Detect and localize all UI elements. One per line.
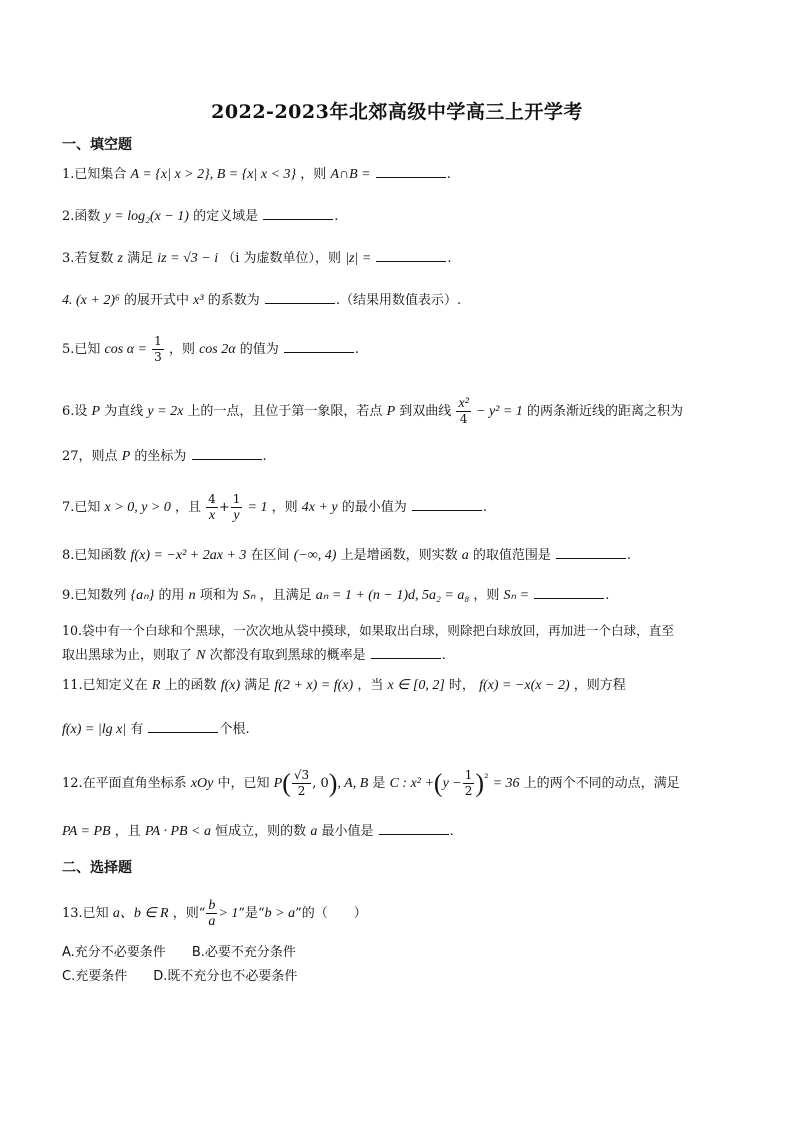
q6-text-end: 的两条渐近线的距离之积为 bbox=[526, 404, 683, 419]
q9-s2: Sₙ = bbox=[503, 588, 530, 603]
q6-p: P bbox=[91, 404, 101, 419]
q8-tail: . bbox=[627, 548, 632, 563]
q11-text-mid2: 满足 bbox=[244, 678, 271, 693]
q11-text-mid: 上的函数 bbox=[164, 678, 217, 693]
q12-half-num: 1 bbox=[464, 768, 473, 782]
q6-line: y = 2x bbox=[147, 404, 184, 419]
q5-cos2: cos 2α bbox=[199, 342, 236, 357]
q11-text-mid5: 有 bbox=[130, 722, 144, 737]
q13-text: 13.已知 bbox=[62, 906, 109, 921]
q8-answer-blank[interactable] bbox=[556, 546, 626, 559]
question-2 bbox=[62, 207, 338, 226]
q12-pa-pb: PA = PB bbox=[62, 824, 111, 839]
q12-pz: , 0 bbox=[312, 776, 329, 791]
q12-fraction-half bbox=[463, 768, 475, 799]
q11-tail: 个根. bbox=[219, 722, 250, 737]
q11-text-mid3: ，当 bbox=[357, 678, 384, 693]
question-11-cont bbox=[62, 720, 250, 739]
question-12 bbox=[62, 768, 680, 799]
question-4 bbox=[62, 291, 461, 310]
q7-frac2-den: y bbox=[233, 508, 240, 523]
q8-text: 8.已知函数 bbox=[62, 548, 127, 563]
q1-answer-blank[interactable] bbox=[376, 165, 446, 178]
question-8 bbox=[62, 546, 631, 565]
q6-p2: P bbox=[386, 404, 396, 419]
q13-option-a[interactable]: A.充分不必要条件 bbox=[62, 945, 166, 960]
q7-frac2-num: 1 bbox=[232, 492, 241, 506]
q6-cont2: 的坐标为 bbox=[134, 449, 187, 464]
page-title: 2022-2023年北郊高级中学高三上开学考 bbox=[211, 101, 583, 123]
question-3 bbox=[62, 249, 452, 268]
q13-ab: a、b ∈ R bbox=[112, 906, 169, 921]
question-11 bbox=[62, 677, 626, 695]
q11-condition: f(2 + x) = f(x) bbox=[274, 678, 354, 693]
q12-xoy: xOy bbox=[190, 776, 214, 791]
q7-condition: x > 0, y > 0 bbox=[104, 500, 171, 515]
q13-options-row-2 bbox=[62, 968, 297, 986]
q13-frac-num: b bbox=[208, 898, 216, 913]
q12-fraction-p bbox=[292, 768, 311, 799]
q8-a: a bbox=[461, 548, 469, 563]
question-5 bbox=[62, 334, 359, 365]
q12-paren-open: ( bbox=[282, 768, 291, 798]
question-13 bbox=[62, 898, 367, 929]
q12-a: a bbox=[310, 824, 318, 839]
q3-z: z bbox=[117, 251, 123, 266]
q13-option-b[interactable]: B.必要不充分条件 bbox=[191, 945, 296, 960]
q12-text-mid: 中，已知 bbox=[217, 776, 270, 791]
q12-frac-num: √3 bbox=[293, 768, 310, 782]
q11-f: f(x) bbox=[220, 678, 241, 693]
question-1 bbox=[62, 165, 451, 184]
q7-expression: 4x + y bbox=[301, 500, 338, 515]
q1-text-mid: ，则 bbox=[300, 167, 327, 182]
q4-tail: .（结果用数值表示）. bbox=[335, 293, 462, 308]
q13-option-c[interactable]: C.充要条件 bbox=[62, 969, 128, 984]
q1-sets: A = {x| x > 2}, B = {x| x < 3} bbox=[130, 167, 297, 182]
q9-sequence: {aₙ} bbox=[130, 588, 155, 603]
q7-eq: = 1 bbox=[247, 500, 268, 515]
q12-p: P bbox=[273, 776, 283, 791]
q3-answer-blank[interactable] bbox=[376, 249, 446, 262]
q6-frac-den: 4 bbox=[459, 412, 468, 426]
q11-equation: f(x) = |lg x| bbox=[62, 722, 127, 737]
q10-text-2: 次都没有取到黑球的概率是 bbox=[209, 648, 366, 663]
question-7 bbox=[62, 492, 487, 523]
q3-tail: . bbox=[447, 251, 452, 266]
q5-text-end: 的值为 bbox=[239, 342, 279, 357]
q5-tail: . bbox=[354, 342, 360, 357]
q7-text-mid: ，且 bbox=[175, 500, 202, 515]
q12-tail: . bbox=[449, 824, 454, 839]
q6-text-2: 上的一点，且位于第一象限，若点 bbox=[187, 404, 383, 419]
q7-tail: . bbox=[482, 500, 488, 515]
q8-function: f(x) = −x² + 2ax + 3 bbox=[130, 548, 247, 563]
q1-end: . bbox=[446, 167, 451, 182]
q10-answer-blank[interactable] bbox=[371, 646, 441, 659]
q12-paren-close: ) bbox=[328, 768, 338, 798]
q8-text-mid: 在区间 bbox=[250, 548, 290, 563]
q5-answer-blank[interactable] bbox=[284, 340, 354, 353]
q7-frac1-den: x bbox=[208, 508, 216, 523]
q7-text-end: 的最小值为 bbox=[341, 500, 407, 515]
q8-text-mid2: 上是增函数，则实数 bbox=[340, 548, 458, 563]
q7-plus: + bbox=[218, 500, 230, 515]
question-9 bbox=[62, 586, 609, 605]
q3-text-mid: 满足 bbox=[127, 251, 154, 266]
q11-text-mid4: 时， bbox=[448, 678, 475, 693]
q11-text: 11.已知定义在 bbox=[62, 678, 148, 693]
q7-frac1-num: 4 bbox=[208, 492, 216, 506]
q9-n: n bbox=[188, 588, 196, 603]
section-fill-in: 一、填空题 bbox=[62, 137, 132, 153]
q12-paren2-open: ( bbox=[433, 768, 443, 798]
q12-square: ² bbox=[484, 771, 489, 785]
q7-text: 7.已知 bbox=[62, 500, 101, 515]
q13-text-mid: ，则“ bbox=[172, 906, 206, 921]
q9-text-mid3: ，且满足 bbox=[259, 588, 312, 603]
section-choice: 二、选择题 bbox=[62, 860, 132, 876]
q4-binomial: 4. (x + 2)⁶ bbox=[62, 293, 120, 308]
q13-b-gt-a: b > a bbox=[264, 906, 296, 921]
q11-answer-blank[interactable] bbox=[148, 720, 218, 733]
q13-option-d[interactable]: D.既不充分也不必要条件 bbox=[153, 969, 298, 984]
q6-p3: P bbox=[121, 449, 131, 464]
q6-tail: . bbox=[262, 449, 267, 464]
q3-paren: （i 为虚数单位），则 bbox=[222, 251, 342, 266]
q3-text: 3.若复数 bbox=[62, 251, 114, 266]
q13-fraction bbox=[206, 898, 217, 929]
q10-n: N bbox=[196, 648, 206, 663]
q5-frac-den: 3 bbox=[154, 350, 162, 364]
q10-text: 取出黑球为止，则取了 bbox=[62, 648, 193, 663]
q9-text-mid2: 项和为 bbox=[199, 588, 239, 603]
q1-text: 1.已知集合 bbox=[62, 167, 127, 182]
q7-answer-blank[interactable] bbox=[412, 498, 482, 511]
q12-ab: , A, B bbox=[337, 776, 369, 791]
q7-fraction-2 bbox=[231, 492, 243, 523]
q4-text-mid: 的展开式中 bbox=[124, 293, 190, 308]
q2-tail: . bbox=[334, 209, 339, 224]
q2-text-end: 的定义域是 bbox=[193, 209, 259, 224]
q11-r: R bbox=[151, 678, 161, 693]
q9-tail: . bbox=[605, 588, 610, 603]
q13-text-end: ”的（ ） bbox=[295, 906, 367, 921]
q4-answer-blank[interactable] bbox=[265, 291, 335, 304]
q8-text-end: 的取值范围是 bbox=[472, 548, 551, 563]
q13-gt: > 1 bbox=[218, 906, 239, 921]
q6-answer-blank[interactable] bbox=[192, 447, 262, 460]
q2-text: 2.函数 bbox=[62, 209, 101, 224]
q12-half-den: 2 bbox=[464, 784, 473, 798]
q9-s: Sₙ bbox=[242, 588, 256, 603]
q5-cos: cos α = bbox=[104, 342, 148, 357]
q1-intersection: A∩B = bbox=[330, 167, 371, 182]
q5-frac-num: 1 bbox=[154, 334, 162, 348]
q6-text-1: 为直线 bbox=[104, 404, 144, 419]
question-6-cont bbox=[62, 447, 267, 466]
q9-text-mid: 的用 bbox=[158, 588, 185, 603]
q12-text: 12.在平面直角坐标系 bbox=[62, 776, 187, 791]
q9-text-mid4: ，则 bbox=[473, 588, 500, 603]
q3-abs: |z| = bbox=[345, 251, 372, 266]
q6-text: 6.设 bbox=[62, 404, 88, 419]
q6-text-3: 到双曲线 bbox=[399, 404, 452, 419]
q12-text-l2d: 最小值是 bbox=[321, 824, 374, 839]
q13-frac-den: a bbox=[208, 914, 216, 929]
q11-text-end: ，则方程 bbox=[573, 678, 626, 693]
q2-answer-blank[interactable] bbox=[263, 207, 333, 220]
q12-answer-blank[interactable] bbox=[379, 822, 449, 835]
q9-condition: aₙ = 1 + (n − 1)d, 5a₂ = a₈ bbox=[315, 588, 470, 603]
q7-fraction-1 bbox=[206, 492, 218, 523]
q13-options-row-1 bbox=[62, 944, 296, 962]
q8-interval: (−∞, 4) bbox=[293, 548, 337, 563]
q3-equation: iz = √3 − i bbox=[157, 251, 219, 266]
q5-text: 5.已知 bbox=[62, 342, 101, 357]
q5-fraction bbox=[152, 334, 164, 365]
q12-eq: = 36 bbox=[492, 776, 520, 791]
q11-domain: x ∈ [0, 2] bbox=[387, 678, 445, 693]
q12-text-l2c: 恒成立，则的数 bbox=[215, 824, 307, 839]
q12-circle: C : x² + bbox=[389, 776, 434, 791]
q13-text-mid2: ”是“ bbox=[238, 906, 265, 921]
q6-hyperbola: − y² = 1 bbox=[476, 404, 523, 419]
q12-text-end: 上的两个不同的动点，满足 bbox=[523, 776, 680, 791]
q12-frac-den: 2 bbox=[297, 784, 306, 798]
question-10: 10.袋中有一个白球和个黑球，一次次地从袋中摸球，如果取出白球，则除把白球放回，再加进一个白球，直至 bbox=[62, 623, 674, 638]
q10-tail: . bbox=[441, 648, 446, 663]
q12-vector: PA · PB < a bbox=[144, 824, 212, 839]
q12-paren2-close: ) bbox=[475, 768, 485, 798]
q4-x3: x³ bbox=[193, 293, 204, 308]
q4-text-end: 的系数为 bbox=[207, 293, 260, 308]
q2-function: y = log₂(x − 1) bbox=[104, 209, 189, 224]
q6-frac-num: x² bbox=[458, 396, 469, 411]
question-6 bbox=[62, 396, 683, 427]
q9-answer-blank[interactable] bbox=[534, 586, 604, 599]
question-12-cont bbox=[62, 822, 454, 841]
q12-text-mid2: 是 bbox=[372, 776, 386, 791]
question-10-cont bbox=[62, 646, 446, 665]
q12-y: y − bbox=[442, 776, 462, 791]
q5-text-mid: ，则 bbox=[168, 342, 195, 357]
q9-text: 9.已知数列 bbox=[62, 588, 127, 603]
q6-cont: 27，则点 bbox=[62, 449, 118, 464]
q7-text-mid2: ，则 bbox=[271, 500, 298, 515]
q11-definition: f(x) = −x(x − 2) bbox=[479, 678, 570, 693]
q6-fraction bbox=[456, 396, 470, 427]
q12-text-l2b: ，且 bbox=[114, 824, 141, 839]
